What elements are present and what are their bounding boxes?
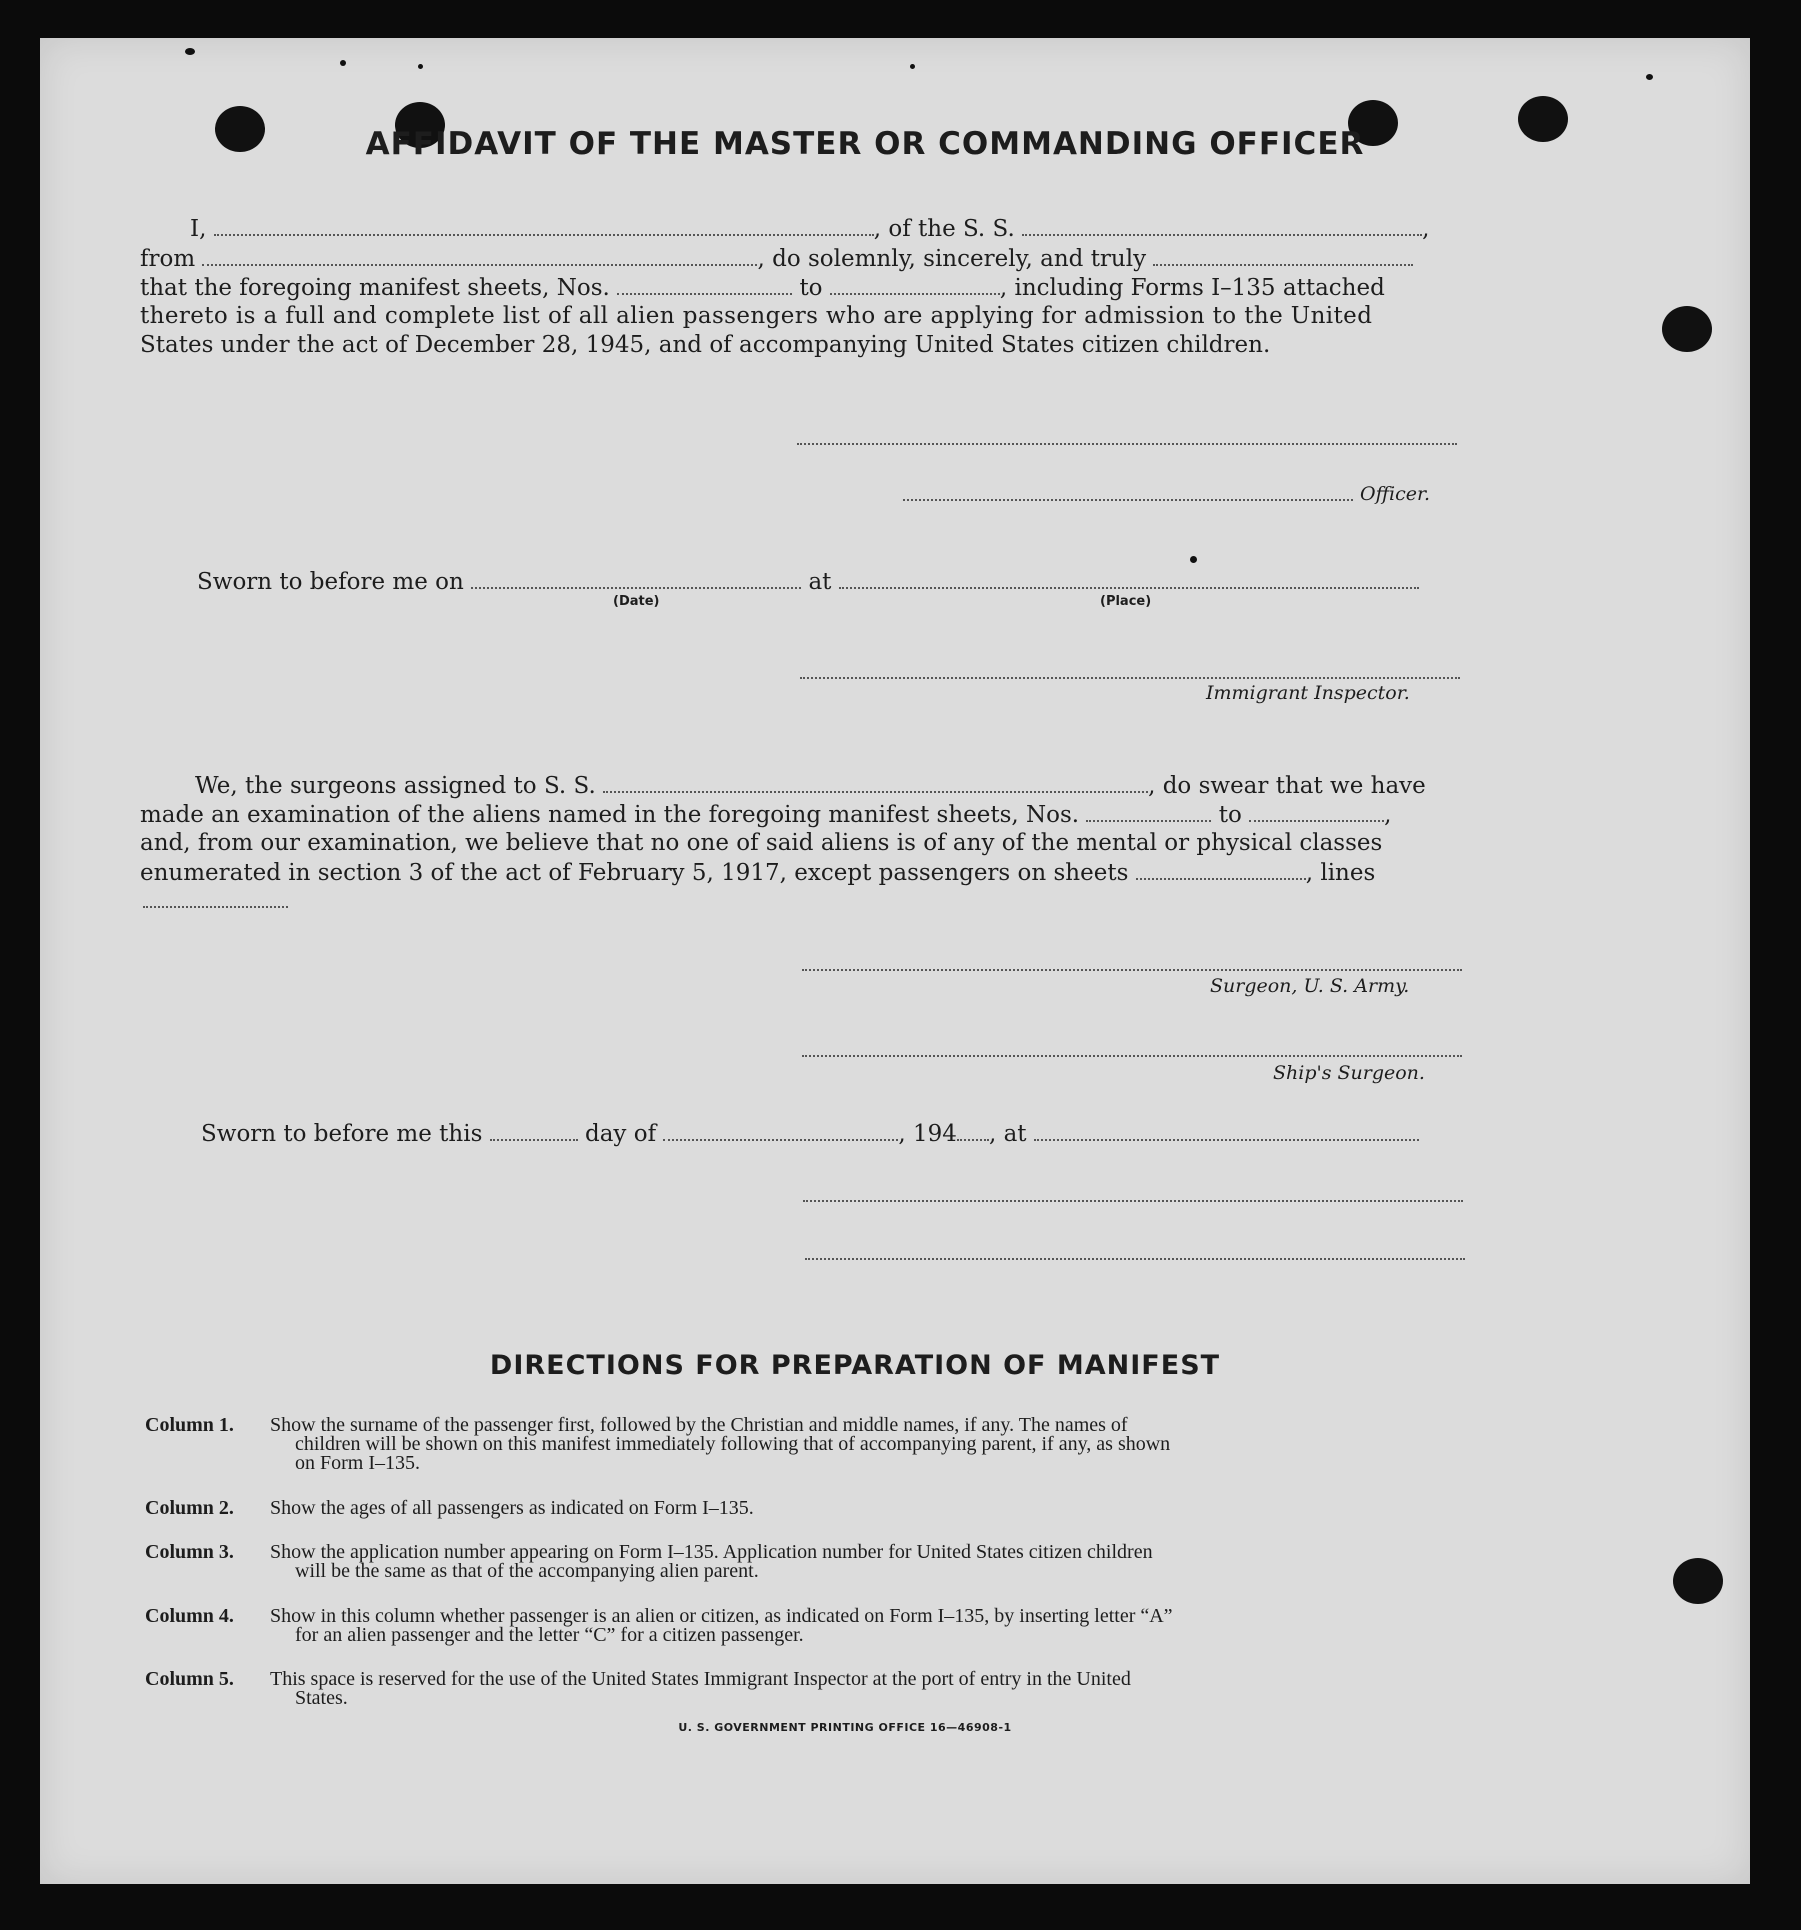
affidavit-title: AFFIDAVIT OF THE MASTER OR COMMANDING OFFICER bbox=[365, 126, 1365, 162]
ink-speck bbox=[1646, 74, 1653, 80]
sworn-signature-line-2[interactable] bbox=[805, 1256, 1465, 1260]
except-lines-field[interactable] bbox=[143, 904, 288, 908]
surgeon-ship-field[interactable] bbox=[603, 771, 1148, 793]
printing-office-footer: U. S. GOVERNMENT PRINTING OFFICE 16—46908-1 bbox=[678, 1721, 1012, 1734]
ink-speck bbox=[910, 64, 915, 69]
surgeons-line-1: We, the surgeons assigned to S. S. , do swear that we have bbox=[195, 773, 1426, 799]
sworn-signature-line-1[interactable] bbox=[803, 1198, 1463, 1202]
surgeons-line-3: and, from our examination, we believe that no one of said aliens is of any of the mental or physical classes bbox=[140, 830, 1383, 856]
army-surgeon-label: Surgeon, U. S. Army. bbox=[1210, 975, 1410, 997]
sheet-from-field[interactable] bbox=[617, 273, 792, 295]
officer-title-line[interactable] bbox=[903, 497, 1353, 501]
affidavit-line-1: I, , of the S. S. , bbox=[190, 216, 1430, 242]
date-caption: (Date) bbox=[613, 594, 660, 609]
sworn-line-1: Sworn to before me on at bbox=[197, 567, 1527, 597]
oath-field[interactable] bbox=[1153, 244, 1413, 266]
ship-surgeon-label: Ship's Surgeon. bbox=[1273, 1062, 1425, 1084]
surgeons-line-4: enumerated in section 3 of the act of February 5, 1917, except passengers on sheets , lines bbox=[140, 860, 1376, 886]
sheet-to-field[interactable] bbox=[830, 273, 1000, 295]
sworn-year-field[interactable] bbox=[957, 1119, 989, 1141]
departure-port-field[interactable] bbox=[202, 244, 757, 266]
sworn-date-field[interactable] bbox=[471, 567, 801, 589]
affidavit-line-5: States under the act of December 28, 1945, and of accompanying United States citizen children. bbox=[140, 332, 1271, 358]
ship-surgeon-signature-line[interactable] bbox=[802, 1053, 1462, 1057]
form-sheet: AFFIDAVIT OF THE MASTER OR COMMANDING OFFICER I, , of the S. S. , from , do solemnly, sincerely, and truly that the foregoing manifest sheets, Nos. to , including Forms I–135 attached thereto is a full and complete list of all alien passengers who are applying for admission to the United States under the act of December 28, 1945, and of accompanying United States citizen children. Officer. Sworn to before me on at (Date) (Place) Immigrant Inspector. We, the surgeons assigned to S. S. , do swear that we have made an examination of the aliens named in the foregoing manifest sheets, Nos. to , and, from our examination, we believe that no one of said aliens is of any of the mental or physical classes enumerated in section 3 of the act of February 5, 1917, except passengers on sheets , lines Surgeon, U. S. Army. Ship's Surgeon. Sworn to before me this day of , 194 , at DIRECTIONS FOR PREPARATION OF MANIFEST Column 1. Show the surname of the passenger first, followed by the Christian and middle names, if any. The names of children will be shown on this manifest immediately following that of accompanying parent, if any, as shown on Form I–135. Column 2. Show the ages of all passengers as indicated on Form I–135. Column 3. Show the application number appearing on Form I–135. Application number for United States citizen children will be the same as that of the accompanying alien parent. Column 4. Show in this column whether passenger is an alien or citizen, as indicated on Form I–135, by inserting letter “A” for an alien passenger and the letter “C” for a citizen passenger. Column 5. This space is reserved for the use of the United States Immigrant Inspector at the port of entry in the United States. U. S. GOVERNMENT PRINTING OFFICE 16—46908-1 bbox=[40, 38, 1750, 1884]
sworn-place-field[interactable] bbox=[839, 567, 1419, 589]
officer-label: Officer. bbox=[1360, 483, 1431, 505]
ink-speck bbox=[340, 60, 346, 66]
except-sheets-field[interactable] bbox=[1136, 858, 1306, 880]
inspector-label: Immigrant Inspector. bbox=[1206, 682, 1410, 704]
affidavit-line-2: from , do solemnly, sincerely, and truly bbox=[140, 244, 1470, 274]
army-surgeon-signature-line[interactable] bbox=[802, 967, 1462, 971]
ship-name-field[interactable] bbox=[1022, 214, 1422, 236]
officer-signature-line[interactable] bbox=[797, 441, 1457, 445]
sworn-at-field[interactable] bbox=[1034, 1119, 1419, 1141]
ink-speck bbox=[1190, 556, 1197, 563]
officer-name-field[interactable] bbox=[214, 214, 874, 236]
affidavit-line-4: thereto is a full and complete list of all alien passengers who are applying for admission to the United bbox=[140, 303, 1373, 329]
directions-title: DIRECTIONS FOR PREPARATION OF MANIFEST bbox=[489, 1350, 1221, 1381]
place-caption: (Place) bbox=[1100, 594, 1152, 609]
surgeon-sheet-to-field[interactable] bbox=[1249, 800, 1384, 822]
sworn-day-field[interactable] bbox=[490, 1119, 578, 1141]
sworn-month-field[interactable] bbox=[663, 1119, 898, 1141]
affidavit-line-3: that the foregoing manifest sheets, Nos. to , including Forms I–135 attached bbox=[140, 275, 1385, 301]
inspector-signature-line[interactable] bbox=[800, 675, 1460, 679]
surgeons-line-2: made an examination of the aliens named in the foregoing manifest sheets, Nos. to , bbox=[140, 802, 1392, 828]
ink-speck bbox=[185, 48, 195, 55]
punch-hole bbox=[1673, 1558, 1723, 1604]
punch-hole bbox=[1662, 306, 1712, 352]
sworn-line-2: Sworn to before me this day of , 194 , at bbox=[201, 1119, 1531, 1149]
surgeon-sheet-from-field[interactable] bbox=[1086, 800, 1211, 822]
ink-speck bbox=[418, 64, 423, 69]
